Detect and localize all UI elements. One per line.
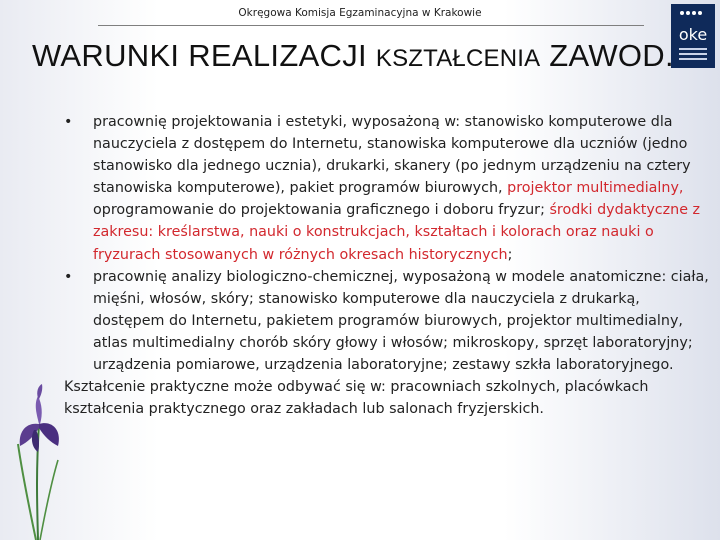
bullet-text: pracownię analizy biologiczno-chemicznej, wyposażoną w modele anatomiczne: ciała, mięśni, włosów, skóry; stanowisko komputerowe dla nauczyciela z drukarką, dostępem do Internetu, pakietem programów biurowych, projektor multimedialny, atlas multimedialny chorób skóry głowy i włosów; mikroskopy, sprzęt laboratoryjny; urządzenia pomiarowe, urządzenia laboratoryjne; zestawy szkła laboratoryjnego. bbox=[93, 268, 709, 374]
bullet-text: pracownię projektowania i estetyki, wyposażoną w: stanowisko komputerowe dla nauczyciela z dostępem do Internetu, stanowiska komputerowe dla uczniów (jedno stanowisko dla jednego ucznia), drukarki, skanery (po jednym urządzeniu na cztery stanowiska komputerowe), pakiet programów biurowych, bbox=[93, 114, 691, 197]
header-org-name: Okręgowa Komisja Egzaminacyjna w Krakowie bbox=[238, 7, 482, 19]
bullet-marker: • bbox=[64, 114, 73, 130]
title-part-2: KSZTAŁCENIA bbox=[375, 45, 541, 72]
iris-flower-image bbox=[6, 352, 70, 540]
slide-title bbox=[32, 40, 674, 71]
title-part-3: ZAWOD. bbox=[540, 38, 674, 73]
bullet-item-design-room bbox=[64, 111, 714, 266]
logo-text: oke bbox=[678, 25, 708, 44]
oke-logo bbox=[671, 4, 715, 68]
slide-body bbox=[64, 111, 714, 420]
closing-paragraph: Kształcenie praktyczne może odbywać się w: pracowniach szkolnych, placówkach kształcenia praktycznego oraz zakładach lub salonach fryzjerskich. bbox=[64, 379, 649, 418]
highlight-teaching-aids: środki dydaktyczne z zakresu: kreślarstwa, nauki o konstrukcjach, kształtach i kolorach oraz nauki o fryzurach stosowanych w różnych okresach historycznych bbox=[93, 202, 701, 263]
header-divider bbox=[98, 25, 644, 26]
bullet-text: ; bbox=[507, 246, 513, 263]
bullet-marker: • bbox=[64, 268, 73, 285]
bullet-item-biochem-room bbox=[64, 266, 714, 376]
bullet-text: oprogramowanie do projektowania graficznego i doboru fryzur; bbox=[93, 202, 550, 219]
title-part-1: WARUNKI REALIZACJI bbox=[32, 38, 376, 73]
highlight-projector: projektor multimedialny, bbox=[507, 180, 684, 197]
